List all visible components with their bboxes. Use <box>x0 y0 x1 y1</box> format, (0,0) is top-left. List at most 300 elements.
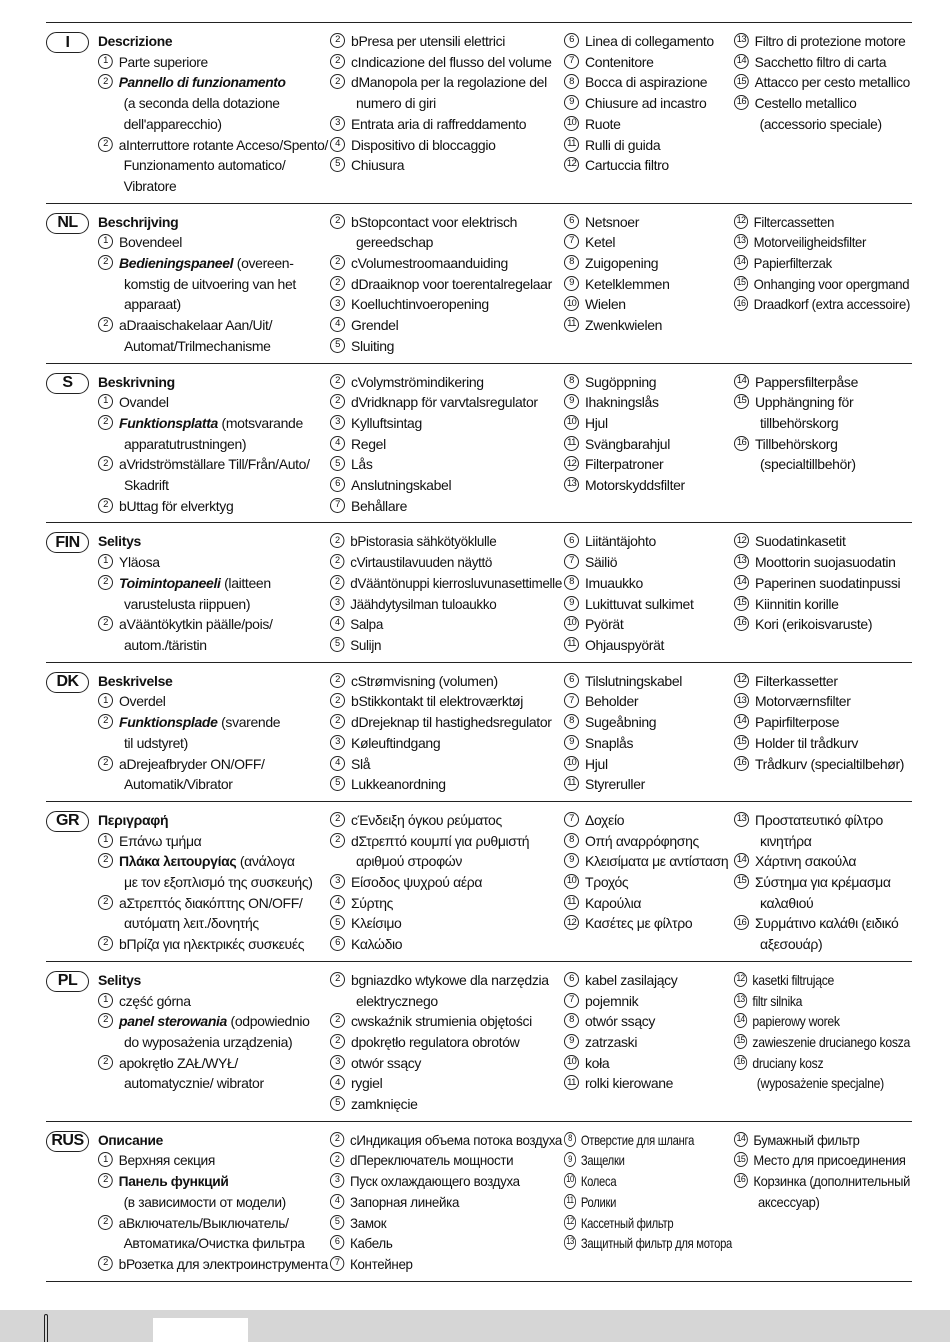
part-label-text: kabel zasilający <box>585 971 678 988</box>
part-item <box>564 1233 732 1254</box>
part-item <box>564 1213 700 1234</box>
part-number-circle: 3 <box>330 415 345 430</box>
part-item <box>330 413 564 434</box>
part-item <box>734 1053 890 1074</box>
part-label <box>350 1130 562 1151</box>
part-item <box>98 614 330 635</box>
part-label-emphasis: Funktionsplatta <box>119 414 218 431</box>
part-label-text: Χάρτινη σακούλα <box>755 853 857 870</box>
part-label-text: Sacchetto filtro di carta <box>754 53 887 70</box>
column-2 <box>330 372 564 517</box>
part-number-circle: 7 <box>330 498 345 513</box>
part-number-circle: 1 <box>98 833 113 848</box>
section-heading: Περιγραφή <box>98 811 169 828</box>
column-4 <box>734 671 912 795</box>
part-label-text: Volymströmindikering <box>357 373 484 390</box>
column-1 <box>98 372 330 517</box>
part-item <box>564 135 734 156</box>
part-label-text: Dispositivo di bloccaggio <box>351 136 496 153</box>
part-label <box>351 831 529 852</box>
language-section-pl <box>46 962 912 1122</box>
part-label <box>351 434 386 455</box>
part-item <box>564 893 734 914</box>
part-label-text: Ролики <box>580 1193 617 1210</box>
section-heading: Beskrivelse <box>98 672 173 689</box>
part-item <box>330 1011 564 1032</box>
column-4 <box>734 531 912 655</box>
part-item <box>564 774 734 795</box>
part-label <box>351 372 484 393</box>
parts-description-table <box>46 22 912 1282</box>
part-label-text: Пуск охлаждающего воздуха <box>350 1173 520 1190</box>
part-label <box>585 392 659 413</box>
part-label-text: Καρούλια <box>585 894 642 911</box>
part-number-circle: 2 <box>98 756 113 771</box>
part-label <box>755 712 839 733</box>
part-item <box>330 1192 553 1213</box>
part-label-text: Stikkontakt til elektroværktøj <box>358 693 523 710</box>
part-label <box>351 392 538 413</box>
item-continuation: καλαθιού <box>760 894 814 911</box>
part-number-circle: 1 <box>98 693 113 708</box>
part-item <box>330 72 564 93</box>
language-badge-cell <box>46 1130 98 1275</box>
part-item <box>734 93 909 114</box>
part-label-text: Запорная линейка <box>350 1193 460 1210</box>
part-label-text: Filtercassetten <box>753 213 835 230</box>
part-label-text: rolki kierowane <box>585 1075 674 1092</box>
part-label-text: Hjul <box>585 414 608 431</box>
part-label-text: gniazdko wtykowe dla narzędzia <box>358 971 549 988</box>
part-label <box>119 315 272 336</box>
part-label-text: Bovendeel <box>119 234 183 251</box>
part-label-text: Imuaukko <box>585 574 643 591</box>
part-label-text: Место для присоединения <box>753 1152 906 1169</box>
part-label <box>351 294 489 315</box>
part-label <box>755 52 887 73</box>
part-number-circle: 2 <box>330 1034 345 1049</box>
part-item <box>98 454 330 475</box>
part-number-circle: 2 <box>330 276 345 291</box>
part-label <box>585 274 670 295</box>
part-label <box>351 475 451 496</box>
part-label-text: Kylluftsintag <box>351 414 422 431</box>
part-item <box>330 1032 564 1053</box>
part-number-circle: 13 <box>734 234 748 249</box>
part-number-circle: 4 <box>330 137 345 152</box>
part-item <box>98 1150 326 1171</box>
part-label-text: zawieszenie drucianego kosza <box>752 1033 910 1050</box>
part-number-circle: 7 <box>564 812 579 827</box>
part-suffix: b <box>351 213 359 230</box>
part-number-circle: 14 <box>734 714 749 729</box>
part-item <box>564 372 734 393</box>
part-label <box>351 72 547 93</box>
part-item <box>98 1171 326 1192</box>
part-item <box>734 913 912 934</box>
part-label-text: Συρμάτινο καλάθι (ειδικό <box>755 915 899 932</box>
part-label-text: Ovandel <box>119 394 169 411</box>
part-item <box>734 671 912 692</box>
part-label-text: pokrętło regulatora obrotów <box>358 1033 520 1050</box>
part-label <box>350 531 496 552</box>
part-number-circle: 4 <box>330 436 345 451</box>
part-label <box>119 232 182 253</box>
column-1 <box>98 531 330 655</box>
part-label-text: Vridströmställare Till/Från/Auto/ <box>126 456 310 473</box>
part-number-circle: 2 <box>98 616 113 631</box>
part-label-text: Linea di collegamento <box>585 33 714 49</box>
part-number-circle: 1 <box>98 993 113 1008</box>
part-number-circle: 12 <box>564 1215 576 1230</box>
part-item <box>564 552 734 573</box>
part-number-circle: 16 <box>734 296 748 311</box>
part-item <box>98 392 330 413</box>
part-label <box>585 135 660 156</box>
part-item <box>564 1192 700 1213</box>
part-label <box>755 93 857 114</box>
part-number-circle: 3 <box>330 296 345 311</box>
part-label <box>351 774 446 795</box>
part-label <box>350 594 496 615</box>
part-item <box>330 531 555 552</box>
part-label-text: Корзинка (дополнительный <box>753 1173 910 1190</box>
part-number-circle: 2 <box>330 74 345 89</box>
item-continuation: Automat/Trilmechanisme <box>124 337 271 354</box>
part-label-text: Draaiknop voor toerentalregelaar <box>358 275 552 292</box>
part-number-circle: 2 <box>330 533 344 548</box>
part-label <box>351 31 505 52</box>
part-number-circle: 15 <box>734 394 749 409</box>
part-label-text: koła <box>585 1054 610 1071</box>
part-item <box>98 232 330 253</box>
item-continuation: με τον εξοπλισμό της συσκευής) <box>124 874 313 891</box>
column-3 <box>564 970 734 1115</box>
column-1 <box>98 212 330 357</box>
part-item <box>564 1150 700 1171</box>
part-number-circle: 2 <box>98 853 113 868</box>
part-label-text: Drejeafbryder ON/OFF/ <box>126 755 265 772</box>
part-label-text: Motorveiligheidsfilter <box>753 234 867 251</box>
part-number-circle: 1 <box>98 1152 113 1167</box>
part-suffix: a <box>118 136 127 153</box>
language-badge: S <box>46 373 89 394</box>
part-item <box>330 712 564 733</box>
part-label <box>585 31 714 52</box>
part-label-text: Переключатель мощности <box>357 1152 514 1169</box>
part-label-text: Pistorasia sähkötyöklulle <box>357 533 497 550</box>
part-label-text: Motorskyddsfilter <box>585 477 685 494</box>
part-item <box>564 872 734 893</box>
language-section-gr <box>46 802 912 962</box>
part-number-circle: 8 <box>564 1132 576 1147</box>
column-1 <box>98 1130 330 1275</box>
part-label-text: Κλεισίματα με αντίσταση <box>585 853 729 870</box>
part-suffix: b <box>350 533 358 550</box>
part-number-circle: 3 <box>330 116 345 131</box>
part-item <box>98 1213 326 1234</box>
part-number-circle: 2 <box>98 498 113 513</box>
part-label <box>581 1130 694 1151</box>
part-label-text: Ihakningslås <box>585 394 659 411</box>
part-suffix: a <box>119 1054 127 1071</box>
column-1 <box>98 31 330 197</box>
part-label <box>755 810 883 831</box>
part-item <box>98 1011 330 1032</box>
part-label-text: Upphängning för <box>755 394 854 411</box>
part-label-text: Розетка для электроинструмента <box>125 1255 328 1272</box>
part-label-text: Drejeknap til hastighedsregulator <box>358 714 552 731</box>
part-item <box>564 913 734 934</box>
column-1 <box>98 671 330 795</box>
part-item <box>330 774 564 795</box>
part-label <box>350 635 381 656</box>
part-item <box>330 1233 553 1254</box>
part-suffix: b <box>119 936 127 953</box>
part-suffix: d <box>351 275 359 292</box>
part-label-text: Πρίζα για ηλεκτρικές συσκευές <box>126 936 305 953</box>
part-label-text: Δοχείο <box>585 811 625 828</box>
part-label-text: (odpowiednio <box>227 1013 310 1030</box>
part-label-text: Επάνω τμήμα <box>119 832 202 849</box>
part-item <box>330 872 564 893</box>
part-label <box>351 1032 519 1053</box>
part-number-circle: 2 <box>330 54 345 69</box>
part-item <box>734 372 912 393</box>
column-1 <box>98 810 330 955</box>
part-label-text: Interruttore rotante Acceso/Spento/ <box>126 136 328 153</box>
part-label <box>119 712 280 733</box>
part-label <box>585 531 656 552</box>
part-number-circle: 2 <box>98 1173 113 1188</box>
part-label-text: Σύρτης <box>351 894 394 911</box>
part-label <box>755 434 838 455</box>
language-badge: RUS <box>46 1131 89 1152</box>
part-label-text: Draaischakelaar Aan/Uit/ <box>126 317 273 334</box>
part-item <box>734 52 909 73</box>
part-label <box>585 315 662 336</box>
part-number-circle: 13 <box>734 993 747 1008</box>
part-item <box>734 232 901 253</box>
part-label-text: Sluiting <box>351 337 395 354</box>
part-number-circle: 2 <box>330 255 345 270</box>
part-item <box>734 573 912 594</box>
part-item <box>330 496 564 517</box>
part-label <box>119 991 191 1012</box>
part-label-text: Bocca di aspirazione <box>585 74 708 91</box>
part-number-circle: 2 <box>98 456 113 471</box>
part-label <box>119 831 201 852</box>
part-item <box>564 754 734 775</box>
part-number-circle: 11 <box>564 895 579 910</box>
part-label <box>351 274 552 295</box>
part-label <box>585 413 608 434</box>
part-label <box>350 1171 520 1192</box>
part-label-text: Kiinnitin korille <box>755 595 839 612</box>
item-continuation: (specialtillbehör) <box>760 456 856 473</box>
part-item <box>330 1073 564 1094</box>
language-section-nl <box>46 204 912 364</box>
part-number-circle: 8 <box>564 833 579 848</box>
part-item <box>98 413 330 434</box>
part-label <box>351 496 407 517</box>
part-label-text: Liitäntäjohto <box>585 533 656 550</box>
part-number-circle: 14 <box>734 575 749 590</box>
part-label-text: Overdel <box>119 693 166 710</box>
part-suffix: b <box>118 1255 126 1272</box>
part-label-text: Yläosa <box>119 554 160 571</box>
item-continuation: (accessorio speciale) <box>759 115 882 132</box>
part-label <box>585 691 638 712</box>
part-label <box>585 114 621 135</box>
column-3 <box>564 31 734 197</box>
part-label <box>585 1053 609 1074</box>
part-label-text: Tilslutningskabel <box>585 672 683 689</box>
part-item <box>564 294 734 315</box>
part-label-text: pokrętło ZAŁ/WYŁ/ <box>126 1054 238 1071</box>
part-label-text: (ανάλογα <box>236 853 295 870</box>
part-suffix: d <box>351 1033 359 1050</box>
part-label <box>753 1130 859 1151</box>
part-item <box>98 851 330 872</box>
part-label-emphasis: Funktionsplade <box>119 714 218 731</box>
part-number-circle: 2 <box>330 812 345 827</box>
part-label <box>119 1254 328 1275</box>
part-number-circle: 9 <box>564 276 579 291</box>
part-number-circle: 7 <box>564 693 579 708</box>
part-item <box>330 552 555 573</box>
column-4 <box>734 1130 912 1275</box>
part-label-text: Οπή αναρρόφησης <box>585 832 699 849</box>
language-section-fin <box>46 523 912 662</box>
part-number-circle: 5 <box>330 456 345 471</box>
part-item <box>98 1254 326 1275</box>
part-item <box>564 232 734 253</box>
part-label <box>585 712 656 733</box>
part-item <box>734 1171 910 1192</box>
part-label <box>351 155 404 176</box>
part-label <box>755 573 900 594</box>
item-continuation: (в зависимости от модели) <box>123 1193 286 1210</box>
part-label-text: rygiel <box>351 1075 383 1092</box>
part-label <box>581 1150 625 1171</box>
part-label <box>119 52 208 73</box>
part-label <box>585 93 706 114</box>
part-suffix: b <box>351 971 359 988</box>
part-item <box>330 970 564 991</box>
part-label-text: Presa per utensili elettrici <box>358 33 506 49</box>
part-label <box>350 1192 459 1213</box>
language-badge: FIN <box>46 532 89 553</box>
part-label-text: Включатель/Выключатель/ <box>125 1214 289 1231</box>
part-item <box>564 991 734 1012</box>
part-number-circle: 5 <box>330 338 345 353</box>
section-heading: Selitys <box>98 533 142 550</box>
part-label-text: Manopola per la regolazione del <box>358 74 547 91</box>
language-badge: GR <box>46 811 89 832</box>
part-number-circle: 16 <box>734 1173 748 1188</box>
column-3 <box>564 1130 734 1275</box>
part-label <box>351 691 523 712</box>
part-label <box>585 52 654 73</box>
part-number-circle: 3 <box>330 1055 345 1070</box>
part-item <box>564 671 734 692</box>
part-item <box>734 434 912 455</box>
part-item <box>98 135 327 156</box>
part-label-text: Chiusure ad incastro <box>585 95 707 112</box>
part-suffix: b <box>351 693 359 710</box>
part-item <box>564 831 734 852</box>
part-label-text: Κασέτες με φίλτρο <box>585 915 693 932</box>
part-label-text: Parte superiore <box>118 53 208 70</box>
part-number-circle: 9 <box>564 1152 576 1167</box>
part-label-text: Slå <box>351 755 371 772</box>
part-number-circle: 2 <box>98 415 113 430</box>
part-label-text: Anslutningskabel <box>351 477 452 494</box>
part-number-circle: 13 <box>734 693 749 708</box>
part-suffix: a <box>119 894 127 911</box>
part-number-circle: 8 <box>564 255 579 270</box>
part-label <box>755 733 858 754</box>
part-item <box>564 253 734 274</box>
item-continuation: varustelusta riippuen) <box>124 595 251 612</box>
column-4 <box>734 810 912 955</box>
part-label <box>754 274 910 295</box>
part-item <box>734 810 912 831</box>
part-label <box>581 1233 732 1254</box>
part-label-text: Vääntönuppi kierrosluvunasettimelle <box>357 574 562 591</box>
item-continuation: κινητήρα <box>760 832 812 849</box>
part-label-text: Rulli di guida <box>585 136 661 153</box>
part-label <box>350 614 383 635</box>
part-item <box>734 991 890 1012</box>
part-label-text: Ketelklemmen <box>585 275 670 292</box>
part-label <box>119 413 303 434</box>
part-item <box>734 72 909 93</box>
part-label-text: Chiusura <box>351 157 405 174</box>
part-label-emphasis: Toimintopaneeli <box>119 574 221 591</box>
part-number-circle: 6 <box>330 477 345 492</box>
item-continuation: (a seconda della dotazione <box>123 95 280 112</box>
part-number-circle: 6 <box>564 673 579 688</box>
part-label-emphasis: Pannello di funzionamento <box>118 74 286 91</box>
part-item <box>330 893 564 914</box>
part-suffix: a <box>119 616 127 633</box>
part-number-circle: 14 <box>734 374 749 389</box>
part-number-circle: 13 <box>734 812 749 827</box>
item-continuation: Skadrift <box>124 477 169 494</box>
part-item <box>564 475 734 496</box>
section-heading: Beskrivning <box>98 373 175 390</box>
part-label-text: Salpa <box>350 616 383 633</box>
part-number-circle: 2 <box>330 33 345 48</box>
part-label-text: Filterpatroner <box>585 456 664 473</box>
part-number-circle: 9 <box>564 596 579 611</box>
part-label <box>119 1053 238 1074</box>
part-label <box>755 594 839 615</box>
part-label <box>581 1171 616 1192</box>
part-label <box>585 434 670 455</box>
part-number-circle: 2 <box>330 394 345 409</box>
part-suffix: c <box>351 373 358 390</box>
column-3 <box>564 212 734 357</box>
part-number-circle: 7 <box>330 1256 344 1271</box>
part-label <box>119 934 304 955</box>
part-number-circle: 15 <box>734 276 748 291</box>
part-label <box>351 913 402 934</box>
item-continuation: do wyposażenia urządzenia) <box>124 1033 293 1050</box>
language-badge-cell <box>46 31 98 197</box>
